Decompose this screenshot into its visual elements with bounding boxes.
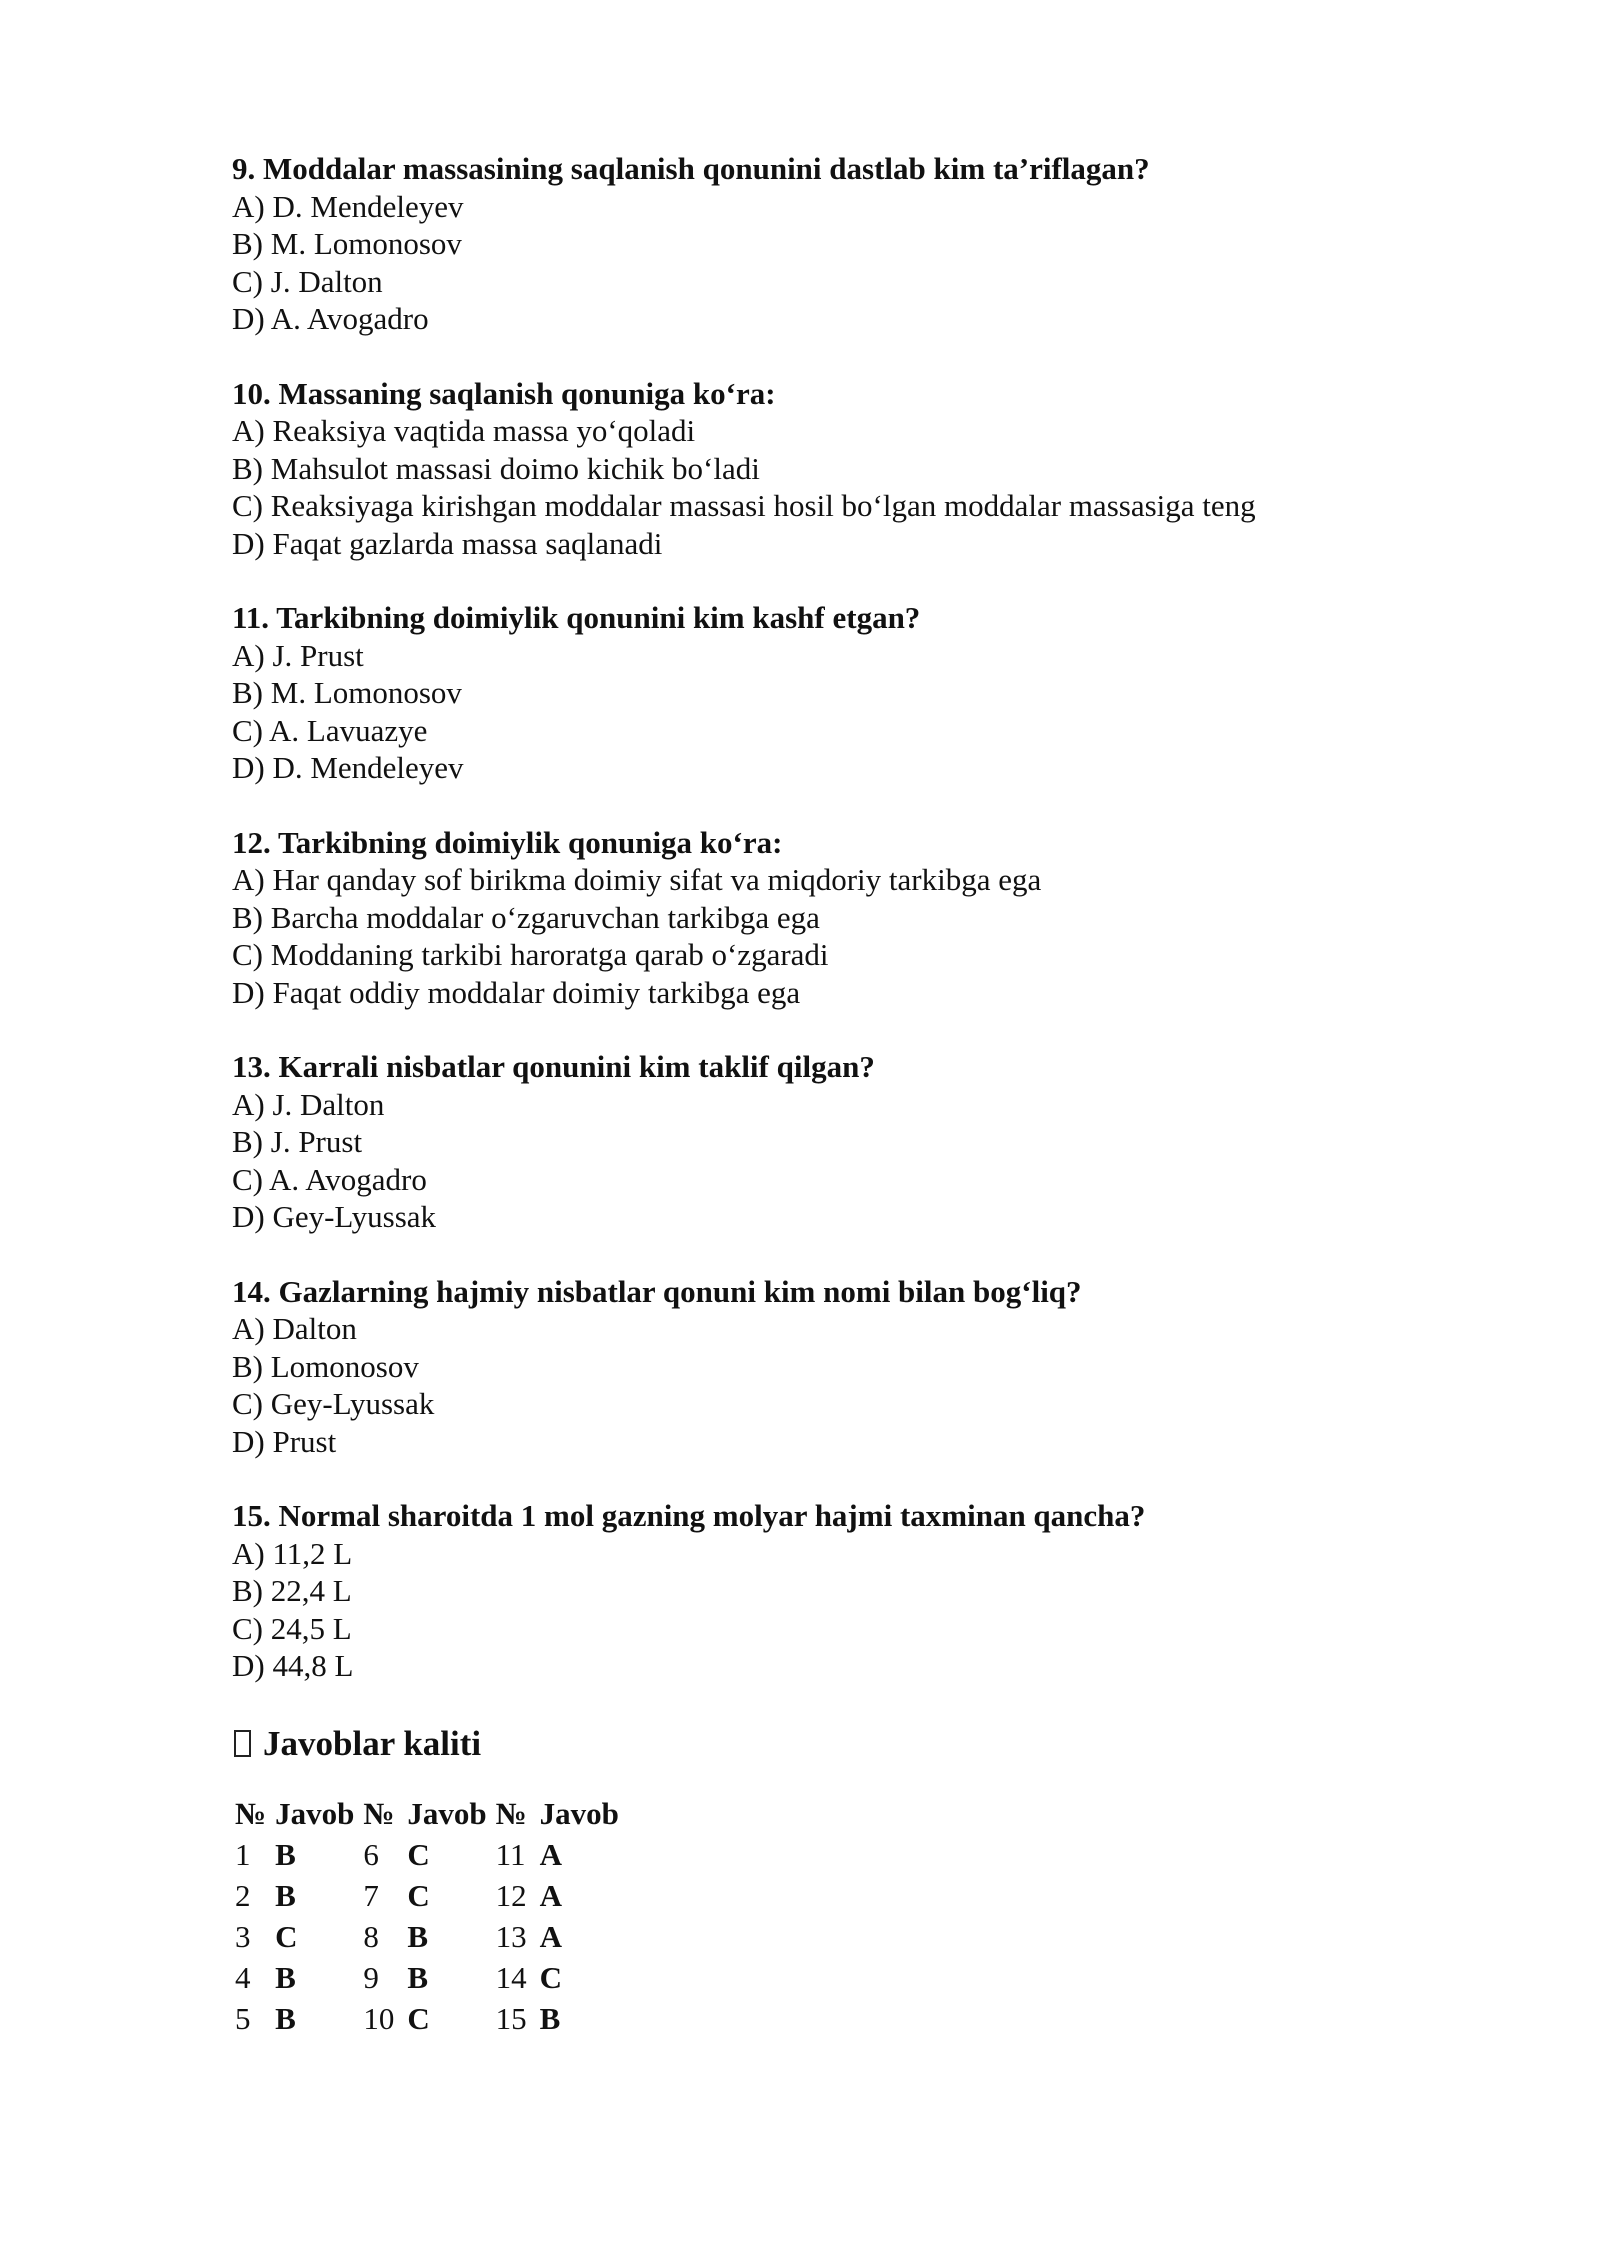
question-number: 6 <box>363 1837 379 1872</box>
answer-letter: A <box>539 1837 563 1872</box>
question-title: 9. Moddalar massasining saqlanish qonunini dastlab kim ta’riflagan? <box>232 151 1150 186</box>
question-number: 9 <box>363 1960 379 1995</box>
answer-letter: B <box>275 2001 296 2036</box>
question-title: 14. Gazlarning hajmiy nisbatlar qonuni kim nomi bilan bog‘liq? <box>232 1273 1082 1309</box>
question-block <box>232 599 1432 787</box>
answer-option: A) Reaksiya vaqtida massa yo‘qoladi <box>232 413 696 448</box>
answer-option: B) Lomonosov <box>232 1348 419 1384</box>
header-number: № <box>235 1796 267 1831</box>
question-number: 13 <box>495 1919 527 1954</box>
question-block <box>232 1273 1432 1461</box>
question-title: 10. Massaning saqlanish qonuniga ko‘ra: <box>232 375 776 411</box>
answer-option: C) A. Lavuazye <box>232 712 428 748</box>
answer-option: B) M. Lomonosov <box>232 675 462 710</box>
answer-letter: B <box>539 2001 561 2036</box>
answer-option: B) 22,4 L <box>232 1573 352 1608</box>
answer-option: A) J. Dalton <box>232 1086 385 1122</box>
answer-letter: B <box>275 1960 296 1995</box>
answer-key-heading <box>232 1722 1432 1766</box>
question-number: 15 <box>495 2001 527 2036</box>
header-number: № <box>495 1796 527 1831</box>
answer-key-body <box>232 1835 625 2040</box>
question-number: 4 <box>235 1960 251 1995</box>
question-number: 14 <box>495 1960 527 1995</box>
header-answer: Javob <box>539 1796 619 1831</box>
question-list <box>232 150 1432 1685</box>
question-number: 12 <box>495 1878 527 1913</box>
answer-letter: B <box>407 1960 429 1995</box>
question-number: 3 <box>235 1919 251 1954</box>
answer-key-title: Javoblar kaliti <box>263 1723 482 1763</box>
question-number: 10 <box>363 2001 395 2036</box>
answer-letter: A <box>539 1919 563 1954</box>
answer-letter: C <box>407 1837 430 1872</box>
header-answer: Javob <box>407 1796 487 1831</box>
answer-option: B) M. Lomonosov <box>232 226 462 261</box>
question-number: 2 <box>235 1878 251 1913</box>
answer-option: A) Dalton <box>232 1311 357 1346</box>
answer-letter: B <box>275 1878 296 1913</box>
question-block <box>232 1048 1432 1236</box>
answer-letter: C <box>407 1878 430 1913</box>
question-number: 5 <box>235 2001 251 2036</box>
answer-option: B) J. Prust <box>232 1124 363 1159</box>
question-title: 12. Tarkibning doimiylik qonuniga ko‘ra: <box>232 824 783 860</box>
missing-glyph-icon <box>234 1730 251 1757</box>
answer-letter: B <box>275 1837 296 1872</box>
answer-option: C) Gey-Lyussak <box>232 1386 435 1421</box>
answer-letter: B <box>407 1919 429 1954</box>
answer-option: D) Faqat oddiy moddalar doimiy tarkibga ega <box>232 974 801 1010</box>
answer-letter: A <box>539 1878 563 1913</box>
answer-key-row <box>232 1917 625 1958</box>
answer-option: A) Har qanday sof birikma doimiy sifat va miqdoriy tarkibga ega <box>232 862 1042 897</box>
answer-option: D) 44,8 L <box>232 1648 354 1683</box>
answer-option: C) A. Avogadro <box>232 1161 427 1197</box>
question-block <box>232 1497 1432 1685</box>
answer-key-header-row <box>232 1794 625 1835</box>
header-number: № <box>363 1796 395 1831</box>
answer-option: D) Gey-Lyussak <box>232 1199 437 1234</box>
answer-key-row <box>232 1958 625 1999</box>
document-page <box>232 150 1432 2040</box>
answer-key-row <box>232 1876 625 1917</box>
question-block <box>232 150 1432 338</box>
answer-option: C) Moddaning tarkibi haroratga qarab o‘zgaradi <box>232 937 829 972</box>
answer-option: D) D. Mendeleyev <box>232 750 464 785</box>
question-title: 13. Karrali nisbatlar qonunini kim taklif qilgan? <box>232 1049 875 1084</box>
question-block <box>232 824 1432 1012</box>
question-number: 7 <box>363 1878 379 1913</box>
answer-option: C) 24,5 L <box>232 1610 352 1646</box>
answer-letter: C <box>407 2001 430 2036</box>
answer-option: D) A. Avogadro <box>232 301 429 336</box>
answer-option: C) Reaksiyaga kirishgan moddalar massasi hosil bo‘lgan moddalar massasiga teng <box>232 488 1256 523</box>
answer-option: D) Prust <box>232 1423 337 1459</box>
question-number: 8 <box>363 1919 379 1954</box>
answer-option: A) 11,2 L <box>232 1535 353 1571</box>
answer-option: C) J. Dalton <box>232 263 383 299</box>
answer-option: D) Faqat gazlarda massa saqlanadi <box>232 525 663 561</box>
answer-key-row <box>232 1999 625 2040</box>
question-title: 15. Normal sharoitda 1 mol gazning molyar hajmi taxminan qancha? <box>232 1498 1146 1533</box>
answer-option: A) J. Prust <box>232 637 364 673</box>
question-number: 11 <box>495 1837 526 1872</box>
question-number: 1 <box>235 1837 251 1872</box>
header-answer: Javob <box>275 1796 355 1831</box>
answer-option: B) Mahsulot massasi doimo kichik bo‘ladi <box>232 450 760 486</box>
answer-letter: C <box>275 1919 298 1954</box>
answer-option: B) Barcha moddalar o‘zgaruvchan tarkibga ega <box>232 899 820 935</box>
question-block <box>232 375 1432 563</box>
answer-option: A) D. Mendeleyev <box>232 188 464 224</box>
answer-key-row <box>232 1835 625 1876</box>
answer-letter: C <box>539 1960 563 1995</box>
answer-key-table <box>232 1794 625 2040</box>
question-title: 11. Tarkibning doimiylik qonunini kim kashf etgan? <box>232 600 921 635</box>
